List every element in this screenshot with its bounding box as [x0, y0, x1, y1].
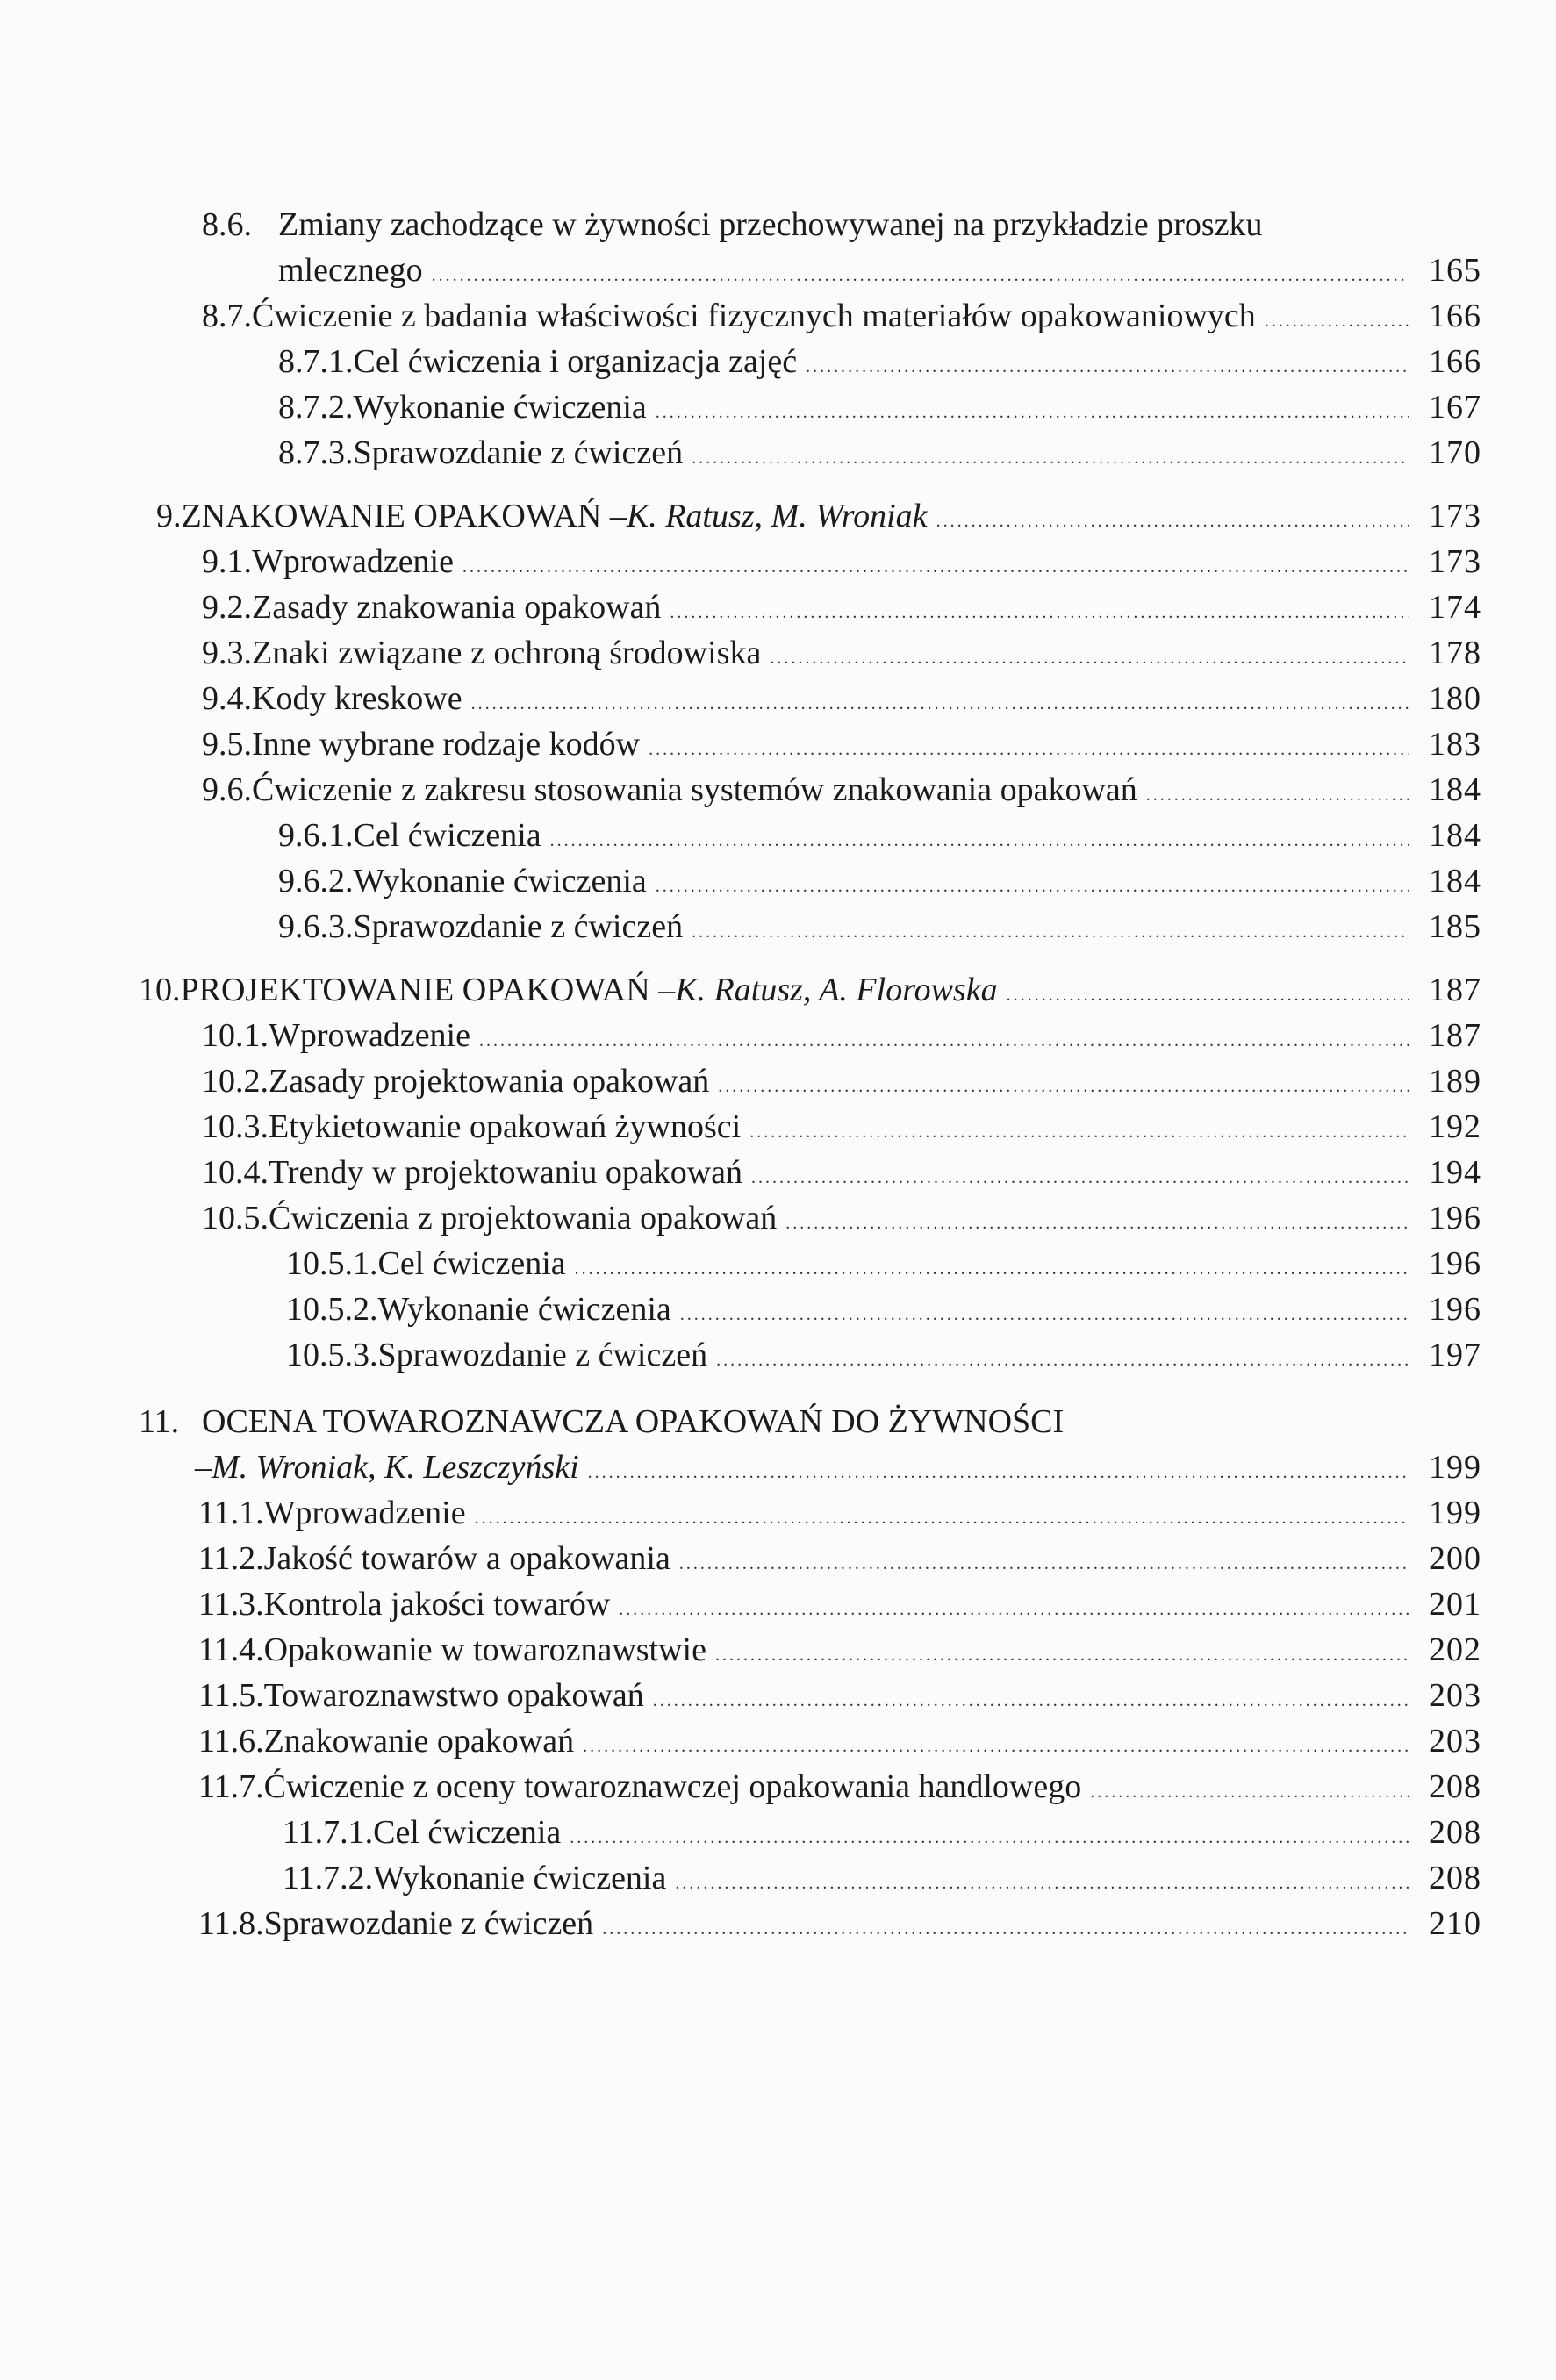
toc-entry-page: 202 — [1429, 1631, 1481, 1668]
toc-entry — [198, 1627, 1481, 1673]
dot-leader — [751, 1150, 1409, 1201]
dot-leader — [692, 904, 1409, 955]
toc-entry-title: Wykonanie ćwiczenia — [373, 1860, 667, 1896]
toc-entry-number: 8.6. — [202, 206, 252, 243]
toc-entry-page: 173 — [1429, 543, 1481, 580]
toc-entry-authors: M. Wroniak, K. Leszczyński — [212, 1449, 579, 1486]
toc-entry-title: mlecznego — [278, 252, 423, 289]
toc-entry-page: 199 — [1429, 1495, 1481, 1531]
toc-entry-title: Sprawozdanie z ćwiczeń — [353, 908, 684, 945]
toc-entry-page: 208 — [1429, 1768, 1481, 1805]
toc-entry-title: Wykonanie ćwiczenia — [353, 389, 647, 426]
dot-leader — [785, 1195, 1409, 1246]
toc-entry-number: 8.7.1. — [278, 343, 354, 380]
dot-leader — [679, 1536, 1409, 1587]
toc-entry-page: 178 — [1429, 634, 1481, 671]
toc-entry-page: 185 — [1429, 908, 1481, 945]
toc-entry-page: 184 — [1429, 817, 1481, 854]
toc-entry-title: Sprawozdanie z ćwiczeń — [263, 1905, 594, 1942]
dot-leader — [1146, 767, 1409, 818]
toc-entry-page: 183 — [1429, 726, 1481, 763]
toc-entry-page: 165 — [1429, 252, 1481, 289]
toc-entry — [202, 584, 1481, 630]
toc-entry-number: 10.5. — [202, 1200, 269, 1237]
toc-entry-page: 200 — [1429, 1540, 1481, 1577]
toc-entry-number: 10.1. — [202, 1017, 269, 1054]
dot-leader — [570, 1810, 1409, 1860]
toc-entry — [202, 767, 1481, 813]
toc-entry-title: Towaroznawstwo opakowań — [263, 1677, 644, 1714]
toc-entry — [202, 202, 1263, 247]
toc-entry-page: 180 — [1429, 680, 1481, 717]
dot-leader — [588, 1444, 1409, 1495]
toc-entry-title: Wprowadzenie — [252, 543, 454, 580]
dot-leader — [471, 676, 1409, 727]
toc-entry-number: 9.2. — [202, 589, 252, 626]
toc-entry-title: Cel ćwiczenia i organizacja zajęć — [353, 343, 798, 380]
toc-entry-page: 208 — [1429, 1860, 1481, 1896]
dot-leader — [770, 630, 1409, 681]
dot-leader — [692, 430, 1409, 481]
toc-entry-number: 9.3. — [202, 634, 252, 671]
toc-entry-authors: K. Ratusz, M. Wroniak — [626, 498, 928, 534]
toc-entry — [202, 676, 1481, 721]
toc-entry-number: 10.4. — [202, 1154, 269, 1191]
dot-leader — [649, 721, 1409, 772]
toc-entry — [278, 339, 1481, 384]
toc-entry — [198, 1764, 1481, 1810]
toc-entry — [202, 1150, 1481, 1195]
toc-entry — [286, 1332, 1481, 1378]
toc-entry — [278, 813, 1481, 858]
toc-entry-number: 11.7.2. — [283, 1860, 374, 1896]
toc-entry-title: Trendy w projektowaniu opakowań — [269, 1154, 743, 1191]
toc-entry — [202, 1195, 1481, 1241]
dot-leader — [619, 1581, 1409, 1632]
toc-entry-title: Wprowadzenie — [269, 1017, 470, 1054]
toc-entry-number: 10. — [139, 971, 181, 1008]
toc-chapter — [139, 1399, 1064, 1444]
toc-entry — [278, 904, 1481, 950]
toc-entry-number: 10.5.2. — [286, 1291, 378, 1328]
toc-entry-title: Sprawozdanie z ćwiczeń — [353, 434, 684, 471]
toc-entry-authors: K. Ratusz, A. Florowska — [675, 971, 998, 1008]
dot-leader — [432, 247, 1409, 298]
toc-entry-number: 11. — [139, 1403, 180, 1440]
dot-leader — [749, 1104, 1409, 1155]
toc-entry — [198, 1901, 1481, 1946]
toc-entry — [283, 1810, 1481, 1855]
toc-entry-title: Zasady projektowania opakowań — [269, 1063, 710, 1100]
toc-entry-title: Znakowanie opakowań — [263, 1723, 575, 1760]
toc-entry-number: 11.6. — [198, 1723, 264, 1760]
toc-entry-page: 187 — [1429, 1017, 1481, 1054]
toc-entry-page: 166 — [1429, 298, 1481, 334]
dot-leader — [715, 1627, 1409, 1678]
toc-entry-number: 11.7. — [198, 1768, 264, 1805]
toc-entry-number: 9.6. — [202, 771, 252, 808]
toc-entry — [198, 1490, 1481, 1536]
dot-leader — [806, 339, 1409, 390]
toc-entry — [198, 1673, 1481, 1718]
toc-entry — [198, 1581, 1481, 1627]
toc-entry-title: Wykonanie ćwiczenia — [377, 1291, 671, 1328]
toc-entry-number: 9. — [156, 498, 182, 534]
toc-entry-number: 11.7.1. — [283, 1814, 374, 1851]
toc-entry-title: Ćwiczenie z badania właściwości fizycznych materiałów opakowaniowych — [252, 298, 1256, 334]
toc-entry-title: Sprawozdanie z ćwiczeń — [377, 1337, 708, 1373]
toc-entry-title: Inne wybrane rodzaje kodów — [252, 726, 641, 763]
toc-entry-number: 10.5.1. — [286, 1245, 378, 1282]
toc-entry-number: 9.1. — [202, 543, 252, 580]
toc-entry-page: 174 — [1429, 589, 1481, 626]
toc-entry — [202, 630, 1481, 676]
toc-entry-title: Ćwiczenie z zakresu stosowania systemów znakowania opakowań — [252, 771, 1137, 808]
toc-entry-page: 210 — [1429, 1905, 1481, 1942]
toc-entry-title: Jakość towarów a opakowania — [263, 1540, 670, 1577]
toc-entry-title: Wykonanie ćwiczenia — [353, 863, 647, 900]
toc-entry — [286, 1241, 1481, 1287]
toc-entry-page: 203 — [1429, 1723, 1481, 1760]
toc-entry-number: 10.2. — [202, 1063, 269, 1100]
toc-entry-page: 196 — [1429, 1291, 1481, 1328]
toc-entry-page: 167 — [1429, 389, 1481, 426]
toc-entry-page: 192 — [1429, 1108, 1481, 1145]
toc-entry-number: 9.6.1. — [278, 817, 354, 854]
toc-entry-number: 11.2. — [198, 1540, 264, 1577]
toc-entry-title: Zmiany zachodzące w żywności przechowywanej na przykładzie proszku — [278, 206, 1263, 243]
dot-leader — [1265, 293, 1409, 344]
toc-entry-page: 196 — [1429, 1245, 1481, 1282]
toc-entry-number: 9.6.2. — [278, 863, 354, 900]
dot-leader — [1007, 967, 1409, 1018]
toc-entry — [278, 430, 1481, 476]
toc-entry-title: Wprowadzenie — [263, 1495, 466, 1531]
toc-entry-page: 199 — [1429, 1449, 1481, 1486]
dot-leader — [656, 858, 1409, 909]
toc-entry — [278, 858, 1481, 904]
toc-entry — [278, 384, 1481, 430]
dot-leader — [718, 1058, 1409, 1109]
toc-entry-page: 203 — [1429, 1677, 1481, 1714]
toc-entry-title: Etykietowanie opakowań żywności — [269, 1108, 742, 1145]
toc-entry-title: Ćwiczenie z oceny towaroznawczej opakowania handlowego — [263, 1768, 1082, 1805]
toc-entry-page: 194 — [1429, 1154, 1481, 1191]
dot-leader — [680, 1287, 1409, 1337]
toc-entry-title: – — [195, 1449, 212, 1486]
toc-entry-page: 197 — [1429, 1337, 1481, 1373]
dot-leader — [716, 1332, 1409, 1383]
toc-entry — [202, 1104, 1481, 1150]
toc-entry-number: 11.4. — [198, 1631, 264, 1668]
toc-entry-number: 9.5. — [202, 726, 252, 763]
toc-entry-page: 189 — [1429, 1063, 1481, 1100]
toc-entry-page: 184 — [1429, 771, 1481, 808]
toc-entry — [202, 721, 1481, 767]
toc-entry-number: 11.8. — [198, 1905, 264, 1942]
dot-leader — [475, 1490, 1409, 1541]
dot-leader — [550, 813, 1409, 864]
toc-entry-number: 11.5. — [198, 1677, 264, 1714]
toc-entry-page: 187 — [1429, 971, 1481, 1008]
toc-entry-page: 201 — [1429, 1586, 1481, 1623]
dot-leader — [936, 493, 1409, 544]
toc-entry-title: Opakowanie w towaroznawstwie — [263, 1631, 706, 1668]
toc-entry-number: 10.3. — [202, 1108, 269, 1145]
toc-entry-title: ZNAKOWANIE OPAKOWAŃ – — [181, 498, 627, 534]
toc-entry-title: Kontrola jakości towarów — [263, 1586, 611, 1623]
dot-leader — [653, 1673, 1409, 1724]
toc-entry-number: 9.4. — [202, 680, 252, 717]
dot-leader — [479, 1013, 1409, 1064]
toc-entry — [202, 539, 1481, 584]
toc-entry-number: 11.3. — [198, 1586, 264, 1623]
toc-entry-title: Zasady znakowania opakowań — [252, 589, 662, 626]
toc-entry-page: 170 — [1429, 434, 1481, 471]
toc-entry-number: 8.7.3. — [278, 434, 354, 471]
toc-entry — [198, 1718, 1481, 1764]
toc-entry-page: 184 — [1429, 863, 1481, 900]
toc-entry — [286, 1287, 1481, 1332]
toc-entry-title: Znaki związane z ochroną środowiska — [252, 634, 762, 671]
dot-leader — [462, 539, 1409, 590]
toc-entry — [202, 1058, 1481, 1104]
toc-entry-number: 10.5.3. — [286, 1337, 378, 1373]
toc-entry-title: PROJEKTOWANIE OPAKOWAŃ – — [180, 971, 676, 1008]
dot-leader — [583, 1718, 1409, 1769]
toc-entry-title: OCENA TOWAROZNAWCZA OPAKOWAŃ DO ŻYWNOŚCI — [202, 1403, 1065, 1440]
toc-entry-number: 8.7. — [202, 298, 252, 334]
toc-entry-number: 9.6.3. — [278, 908, 354, 945]
toc-entry-title: Cel ćwiczenia — [377, 1245, 566, 1282]
toc-entry — [202, 293, 1481, 339]
dot-leader — [575, 1241, 1409, 1292]
toc-entry — [283, 1855, 1481, 1901]
dot-leader — [656, 384, 1409, 435]
toc-entry-page: 173 — [1429, 498, 1481, 534]
toc-entry — [202, 1013, 1481, 1058]
toc-entry-number: 11.1. — [198, 1495, 264, 1531]
toc-entry — [198, 1536, 1481, 1581]
dot-leader — [602, 1901, 1409, 1952]
toc-entry-page: 196 — [1429, 1200, 1481, 1237]
toc-entry — [278, 247, 1481, 293]
toc-entry-page: 166 — [1429, 343, 1481, 380]
toc-chapter — [139, 967, 1481, 1013]
toc-entry-title: Cel ćwiczenia — [353, 817, 541, 854]
toc-chapter — [156, 493, 1481, 539]
dot-leader — [675, 1855, 1409, 1906]
toc-entry-title: Ćwiczenia z projektowania opakowań — [269, 1200, 778, 1237]
toc-entry-number: 8.7.2. — [278, 389, 354, 426]
dot-leader — [1090, 1764, 1409, 1815]
toc-entry — [195, 1444, 1481, 1490]
toc-entry-title: Cel ćwiczenia — [373, 1814, 562, 1851]
toc-entry-page: 208 — [1429, 1814, 1481, 1851]
toc-entry-title: Kody kreskowe — [252, 680, 462, 717]
dot-leader — [670, 584, 1409, 635]
